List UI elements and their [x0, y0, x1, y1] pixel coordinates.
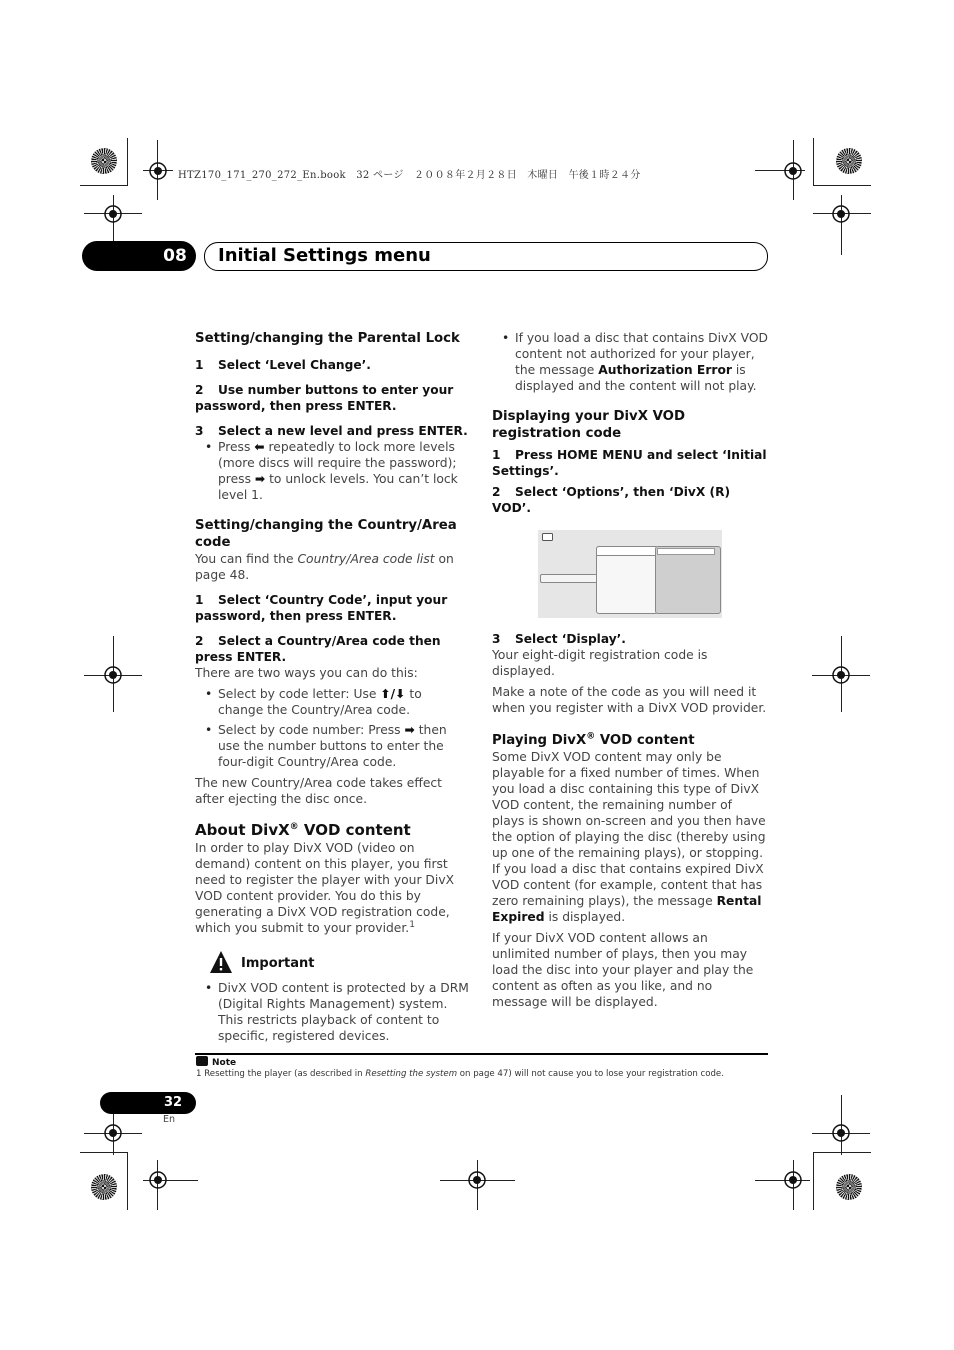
- registration-mark: [462, 1165, 492, 1195]
- registration-mark: [826, 660, 856, 690]
- step: 1 Press HOME MENU and select ‘Initial Settings’.: [492, 448, 767, 478]
- bullet-item: • DivX VOD content is protected by a DRM (Digital Rights Management) system. This restricts playback of content to specific, registered devices.: [195, 980, 470, 1044]
- about-divx-heading: About DivX® VOD content: [195, 821, 411, 839]
- bullet-item: • If you load a disc that contains DivX VOD content not authorized for your player, the message Authorization Error is displayed and the content will not play.: [492, 330, 768, 394]
- options-panel-header: [596, 546, 658, 556]
- playing-paragraph: If your DivX VOD content allows an unlimited number of plays, then you may load the disc into your player and play the content as often as you like, and no message will be displayed.: [492, 931, 754, 1009]
- about-divx-paragraph: In order to play DivX VOD (video on demand) content on this player, you first need to register the player with your DivX VOD content provider. You do this by generating a DivX VOD registration code, which you submit to your provider.$^1$: [195, 841, 455, 935]
- registration-note: Your eight-digit registration code is displayed.: [492, 648, 708, 678]
- note-divider: [195, 1053, 768, 1055]
- chapter-number: 08: [163, 246, 187, 266]
- step: 2 Select a Country/Area code then press ENTER.: [195, 634, 441, 664]
- registration-mark: [98, 199, 128, 229]
- starburst-mark: [836, 148, 862, 174]
- registration-heading: Displaying your DivX VOD registration code: [492, 409, 685, 441]
- starburst-mark: [836, 1174, 862, 1200]
- parental-lock-heading: Setting/changing the Parental Lock: [195, 331, 460, 346]
- playing-divx-heading: Playing DivX® VOD content: [492, 731, 695, 748]
- file-header: HTZ170_171_270_272_En.book 32 ページ ２００８年２月２８日 木曜日 午後１時２４分: [178, 170, 641, 181]
- registration-mark: [778, 156, 808, 186]
- step: 3 Select a new level and press ENTER.: [195, 424, 468, 438]
- right-arrow-icon: ➡: [254, 472, 266, 486]
- note-label: Note: [196, 1056, 236, 1068]
- step: 1 Select ‘Level Change’.: [195, 358, 371, 372]
- step: 1 Select ‘Country Code’, input your password, then press ENTER.: [195, 593, 448, 623]
- onscreen-menu-illustration: [538, 530, 722, 618]
- right-arrow-icon: ➡: [404, 723, 415, 737]
- page-language: En: [163, 1114, 176, 1125]
- menu-highlight: [540, 574, 598, 583]
- registration-mark: [98, 660, 128, 690]
- left-arrow-icon: ⬅: [254, 440, 265, 454]
- starburst-mark: [91, 1174, 117, 1200]
- warning-icon: [209, 950, 233, 974]
- left-column: [195, 330, 470, 1044]
- submenu-highlight: [657, 548, 715, 555]
- registration-mark: [143, 1165, 173, 1195]
- starburst-mark: [91, 148, 117, 174]
- important-label: Important: [241, 956, 315, 971]
- disc-icon: [542, 533, 553, 541]
- submenu-panel: [655, 546, 721, 614]
- registration-mark: [826, 199, 856, 229]
- chapter-title: Initial Settings menu: [218, 245, 431, 266]
- country-intro: You can find the Country/Area code list on page 48.: [195, 552, 454, 582]
- step: 2 Select ‘Options’, then ‘DivX (R) VOD’.: [492, 485, 731, 515]
- bullet-item: • Press ⬅ repeatedly to lock more levels (more discs will require the password); press ➡ to unlock levels. You can’t lock level 1.: [195, 439, 470, 503]
- important-callout: [195, 950, 470, 976]
- step: 2 Use number buttons to enter your password, then press ENTER.: [195, 383, 454, 413]
- up-down-arrow-icon: ⬆/⬇: [380, 687, 406, 701]
- footnote-text: 1 Resetting the player (as described in Resetting the system on page 47) will not cause you to lose your registration code.: [196, 1069, 724, 1079]
- registration-mark: [826, 1118, 856, 1148]
- country-code-heading: Setting/changing the Country/Area code: [195, 518, 457, 550]
- registration-note: Make a note of the code as you will need it when you register with a DivX VOD provider.: [492, 685, 767, 715]
- bullet-item: • Select by code number: Press ➡ then use the number buttons to enter the four-digit Country/Area code.: [195, 722, 470, 770]
- bullet-item: • Select by code letter: Use ⬆/⬇ to change the Country/Area code.: [195, 686, 470, 718]
- registration-mark: [143, 156, 173, 186]
- right-column: [492, 330, 768, 1010]
- footnote-ref: 1: [409, 919, 415, 930]
- options-panel: [596, 546, 658, 614]
- registration-mark: [778, 1165, 808, 1195]
- page-number: 32: [163, 1095, 183, 1110]
- note-icon: [196, 1056, 208, 1066]
- step: 3 Select ‘Display’.: [492, 632, 626, 646]
- effect-text: The new Country/Area code takes effect after ejecting the disc once.: [195, 776, 442, 806]
- ways-text: There are two ways you can do this:: [195, 666, 418, 680]
- playing-paragraph: Some DivX VOD content may only be playable for a fixed number of times. When you load a disc containing this type of DivX VOD content, the remaining number of plays is shown on-screen and you then have the option of playing the disc (thereby using up one of the remaining plays), or stopping. If you load a disc that contains expired DivX VOD content (for example, content that has zero remaining plays), the message Rental Expired is displayed.: [492, 750, 766, 924]
- registration-mark: [98, 1118, 128, 1148]
